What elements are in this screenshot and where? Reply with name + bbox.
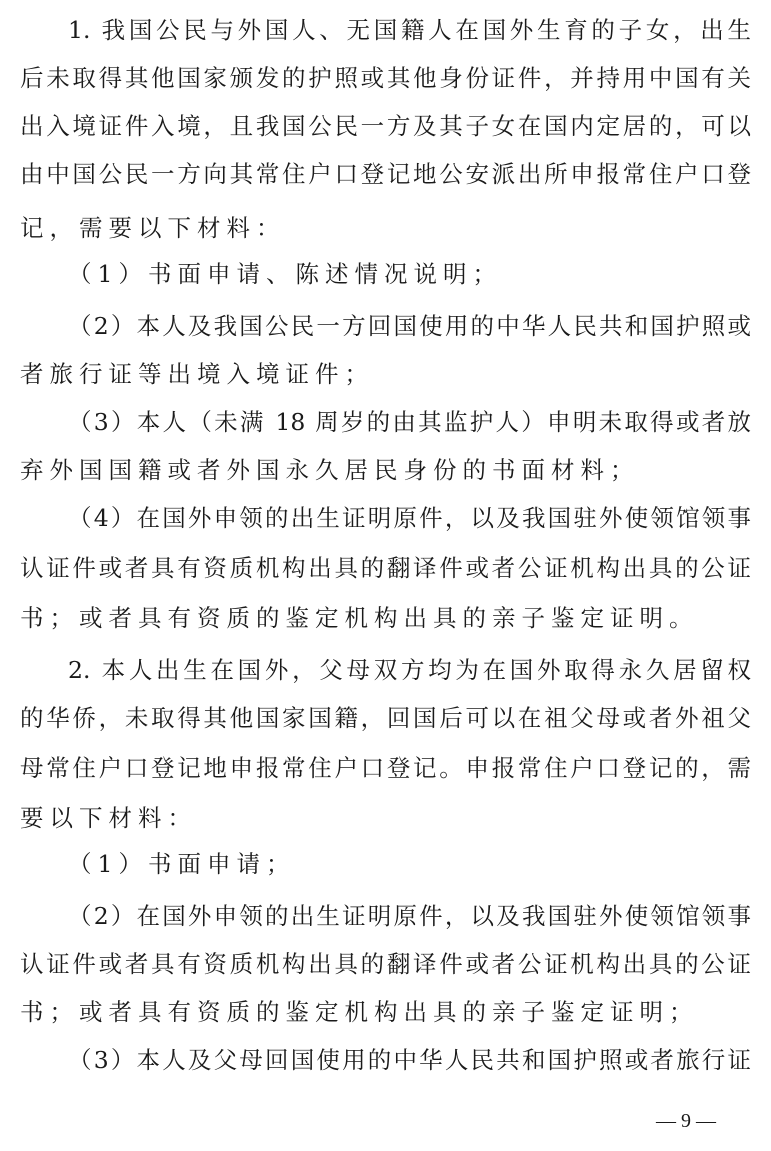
paragraph-2-line-3: 母常住户口登记地申报常住户口登记。申报常住户口登记的，需	[20, 754, 751, 782]
item-2-3-line-1: （3）本人及父母回国使用的中华人民共和国护照或者旅行证	[68, 1046, 751, 1074]
item-1-3-line-2: 弃外国国籍或者外国永久居民身份的书面材料；	[20, 456, 640, 484]
paragraph-2-line-4: 要以下材料：	[20, 804, 197, 832]
item-1-3-line-1: （3）本人（未满 18 周岁的由其监护人）申明未取得或者放	[68, 408, 751, 436]
item-2-2-line-2: 认证件或者具有资质机构出具的翻译件或者公证机构出具的公证	[20, 950, 751, 978]
page-number: — 9 —	[656, 1110, 716, 1132]
paragraph-2-line-2: 的华侨，未取得其他国家国籍，回国后可以在祖父母或者外祖父	[20, 704, 751, 732]
item-1-2-line-2: 者旅行证等出境入境证件；	[20, 360, 374, 388]
item-1-4-line-1: （4）在国外申领的出生证明原件，以及我国驻外使领馆领事	[68, 504, 751, 532]
item-2-1: （1）书面申请；	[68, 850, 296, 878]
item-2-2-line-1: （2）在国外申领的出生证明原件，以及我国驻外使领馆领事	[68, 902, 751, 930]
paragraph-1-line-3: 出入境证件入境，且我国公民一方及其子女在国内定居的，可以	[20, 112, 751, 140]
item-1-4-line-2: 认证件或者具有资质机构出具的翻译件或者公证机构出具的公证	[20, 554, 751, 582]
paragraph-1-line-5: 记，需要以下材料：	[20, 214, 286, 242]
item-1-2-line-1: （2）本人及我国公民一方回国使用的中华人民共和国护照或	[68, 312, 751, 340]
item-2-2-line-3: 书；或者具有资质的鉴定机构出具的亲子鉴定证明；	[20, 998, 699, 1026]
paragraph-1-line-2: 后未取得其他国家颁发的护照或其他身份证件，并持用中国有关	[20, 64, 751, 92]
paragraph-1-line-1: 1. 我国公民与外国人、无国籍人在国外生育的子女，出生	[68, 16, 751, 44]
paragraph-2-line-1: 2. 本人出生在国外，父母双方均为在国外取得永久居留权	[68, 656, 751, 684]
item-1-1: （1）书面申请、陈述情况说明；	[68, 260, 502, 288]
item-1-4-line-3: 书；或者具有资质的鉴定机构出具的亲子鉴定证明。	[20, 604, 699, 632]
paragraph-1-line-4: 由中国公民一方向其常住户口登记地公安派出所申报常住户口登	[20, 160, 751, 188]
